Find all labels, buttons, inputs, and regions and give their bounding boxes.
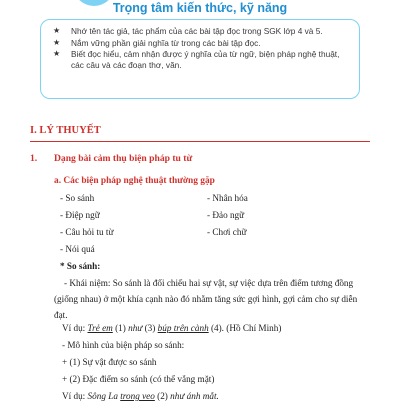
star-icon: ★	[53, 26, 61, 35]
model-item: + (2) Đặc điểm so sánh (có thể vắng mặt)	[62, 374, 215, 384]
device-list-item: - Nói quá	[60, 244, 95, 254]
subsection-number: 1.	[30, 153, 38, 164]
example-2-subject: Sông La	[87, 391, 121, 401]
model-item: + (1) Sự vật được so sánh	[62, 357, 157, 367]
star-icon: ★	[53, 37, 61, 47]
so-sanh-title: * So sánh:	[60, 261, 101, 271]
definition-paragraph: - Khái niệm: So sánh là đối chiếu hai sự vật, sự việc dựa trên điểm tương đồng (giống nhau) ở một khía cạnh nào đó nhằm tăng sức gợi hình, gợi cảm cho sự diễn đạt.	[54, 278, 358, 320]
subsection-heading	[30, 153, 192, 164]
goal-text: Nhớ tên tác giả, tác phẩm của các bài tập đọc trong SGK lớp 4 và 5.	[71, 26, 323, 36]
example-2-feature: trong veo	[120, 391, 155, 401]
example-2: Ví dụ: Sông La trong veo (2) như ánh mắt.	[62, 391, 219, 401]
example-2-object: như ánh mắt.	[170, 391, 219, 401]
star-icon: ★	[53, 49, 61, 59]
goal-text: Biết đọc hiểu, cảm nhận được ý nghĩa của từ ngữ, biện pháp nghệ thuật, các câu và các đoạn thơ, văn.	[71, 49, 340, 70]
goal-item	[51, 49, 349, 70]
device-list-item: - Điệp ngữ	[60, 210, 100, 220]
device-list-item: - Đảo ngữ	[207, 210, 245, 220]
goal-item	[51, 26, 349, 37]
example-1-comparator: như	[128, 323, 143, 333]
goal-text: Nắm vững phần giải nghĩa từ trong các bài tập đọc.	[71, 37, 261, 48]
device-list-item: - Nhân hóa	[207, 193, 248, 203]
subsubsection-heading: a. Các biện pháp nghệ thuật thường gặp	[54, 176, 215, 186]
device-list-item: - So sánh	[60, 193, 95, 203]
section-heading: I. LÝ THUYẾT	[30, 125, 101, 136]
model-heading: - Mô hình của biện pháp so sánh:	[62, 340, 185, 350]
example-1-object: búp trên cành	[157, 323, 209, 333]
goals-box	[40, 19, 360, 99]
subsection-title: Dạng bài cảm thụ biện pháp tu từ	[54, 153, 193, 164]
example-1: Ví dụ: Trẻ em (1) như (3) búp trên cành (4). (Hồ Chí Minh)	[62, 323, 282, 333]
example-1-subject: Trẻ em	[87, 323, 113, 333]
device-list-item: - Chơi chữ	[207, 227, 247, 237]
device-list-item: - Câu hỏi tu từ	[60, 227, 114, 237]
header-title: Trọng tâm kiến thức, kỹ năng	[112, 1, 288, 15]
goal-item	[51, 38, 349, 49]
section-heading-underline	[30, 141, 370, 142]
